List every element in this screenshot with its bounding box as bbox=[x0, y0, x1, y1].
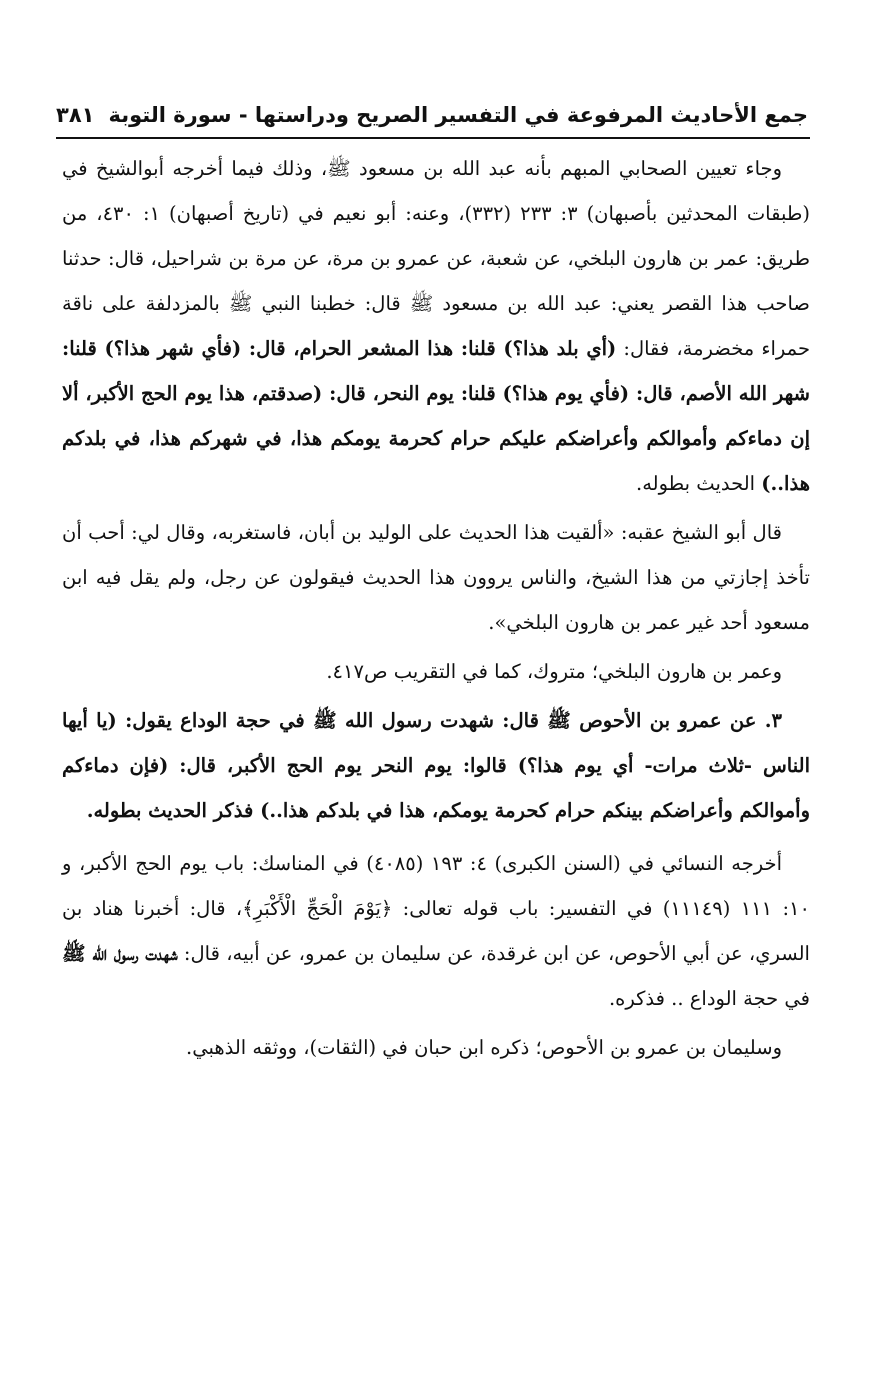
paragraph-takhrij-nasai bbox=[62, 841, 810, 1021]
paragraph-takhrij-ibn-masud bbox=[62, 146, 810, 506]
paragraph-hadith-amr-ibn-al-ahwas bbox=[62, 698, 810, 833]
paragraph-text: قال أبو الشيخ عقبه: «ألقيت هذا الحديث على الوليد بن أبان، فاستغربه، وقال لي: أحب أن تأخذ إجازتي من هذا الشيخ، والناس يروون هذا الحديث فيقولون عن رجل، ولم يقل فيه ابن مسعود أحد غير عمر بن هارون البلخي». bbox=[62, 521, 810, 634]
paragraph-tail: في حجة الوداع .. فذكره. bbox=[608, 987, 810, 1010]
paragraph-text: أخرجه النسائي في (السنن الكبرى) ٤: ١٩٣ (٤٠٨٥) في المناسك: باب يوم الحج الأكبر، و ١٠: ١١١ (١١١٤٩) في التفسير: باب قوله تعالى: ﴿يَوْمَ الْحَجِّ الْأَكْبَرِ﴾، قال: أخبرنا هناد بن السري، عن أبي الأحوص، عن ابن غرقدة، عن سليمان بن عمرو، عن أبيه، قال: bbox=[62, 852, 810, 965]
header-divider bbox=[56, 137, 810, 139]
page-number: ٣٨١ bbox=[56, 103, 95, 127]
paragraph-text: وسليمان بن عمرو بن الأحوص؛ ذكره ابن حبان في (الثقات)، ووثقه الذهبي. bbox=[186, 1036, 782, 1059]
paragraph-abu-al-shaykh-comment bbox=[62, 510, 810, 645]
hadith-text: شهدت رسول الله ﷺ bbox=[62, 942, 178, 965]
page-body bbox=[62, 146, 810, 1074]
header-title: جمع الأحاديث المرفوعة في التفسير الصريح ودراستها - سورة التوبة bbox=[108, 103, 808, 127]
running-header bbox=[56, 100, 808, 132]
paragraph-text: وعمر بن هارون البلخي؛ متروك، كما في التقريب ص٤١٧. bbox=[326, 660, 782, 683]
hadith-text: (أي بلد هذا؟) قلنا: هذا المشعر الحرام، قال: (فأي شهر هذا؟) قلنا: شهر الله الأصم، قال: (فأي يوم هذا؟) قلنا: يوم النحر، قال: (صدقتم، هذا يوم الحج الأكبر، ألا إن دماءكم وأموالكم وأعراضكم عليكم حرام كحرمة يومكم هذا، في شهركم هذا، في بلدكم هذا..) bbox=[62, 337, 810, 495]
paragraph-tail: الحديث بطوله. bbox=[636, 472, 762, 495]
paragraph-narrator-grading bbox=[62, 649, 810, 694]
hadith-text: ٣. عن عمرو بن الأحوص ﷺ قال: شهدت رسول الله ﷺ في حجة الوداع يقول: (يا أيها الناس -ثلاث مرات- أي يوم هذا؟) قالوا: يوم النحر يوم الحج الأكبر، قال: (فإن دماءكم وأموالكم وأعراضكم بينكم حرام كحرمة يومكم، هذا في بلدكم هذا..) فذكر الحديث بطوله. bbox=[62, 709, 810, 822]
paragraph-text: وجاء تعيين الصحابي المبهم بأنه عبد الله بن مسعود ﷺ، وذلك فيما أخرجه أبوالشيخ في (طبقات المحدثين بأصبهان) ٣: ٢٣٣ (٣٣٢)، وعنه: أبو نعيم في (تاريخ أصبهان) ١: ٤٣٠، من طريق: عمر بن هارون البلخي، عن شعبة، عن عمرو بن مرة، عن مرة بن شراحيل، قال: حدثنا صاحب هذا القصر يعني: عبد الله بن مسعود ﷺ قال: خطبنا النبي ﷺ بالمزدلفة على ناقة حمراء مخضرمة، فقال: bbox=[62, 157, 810, 360]
paragraph-sulayman-grading bbox=[62, 1025, 810, 1070]
